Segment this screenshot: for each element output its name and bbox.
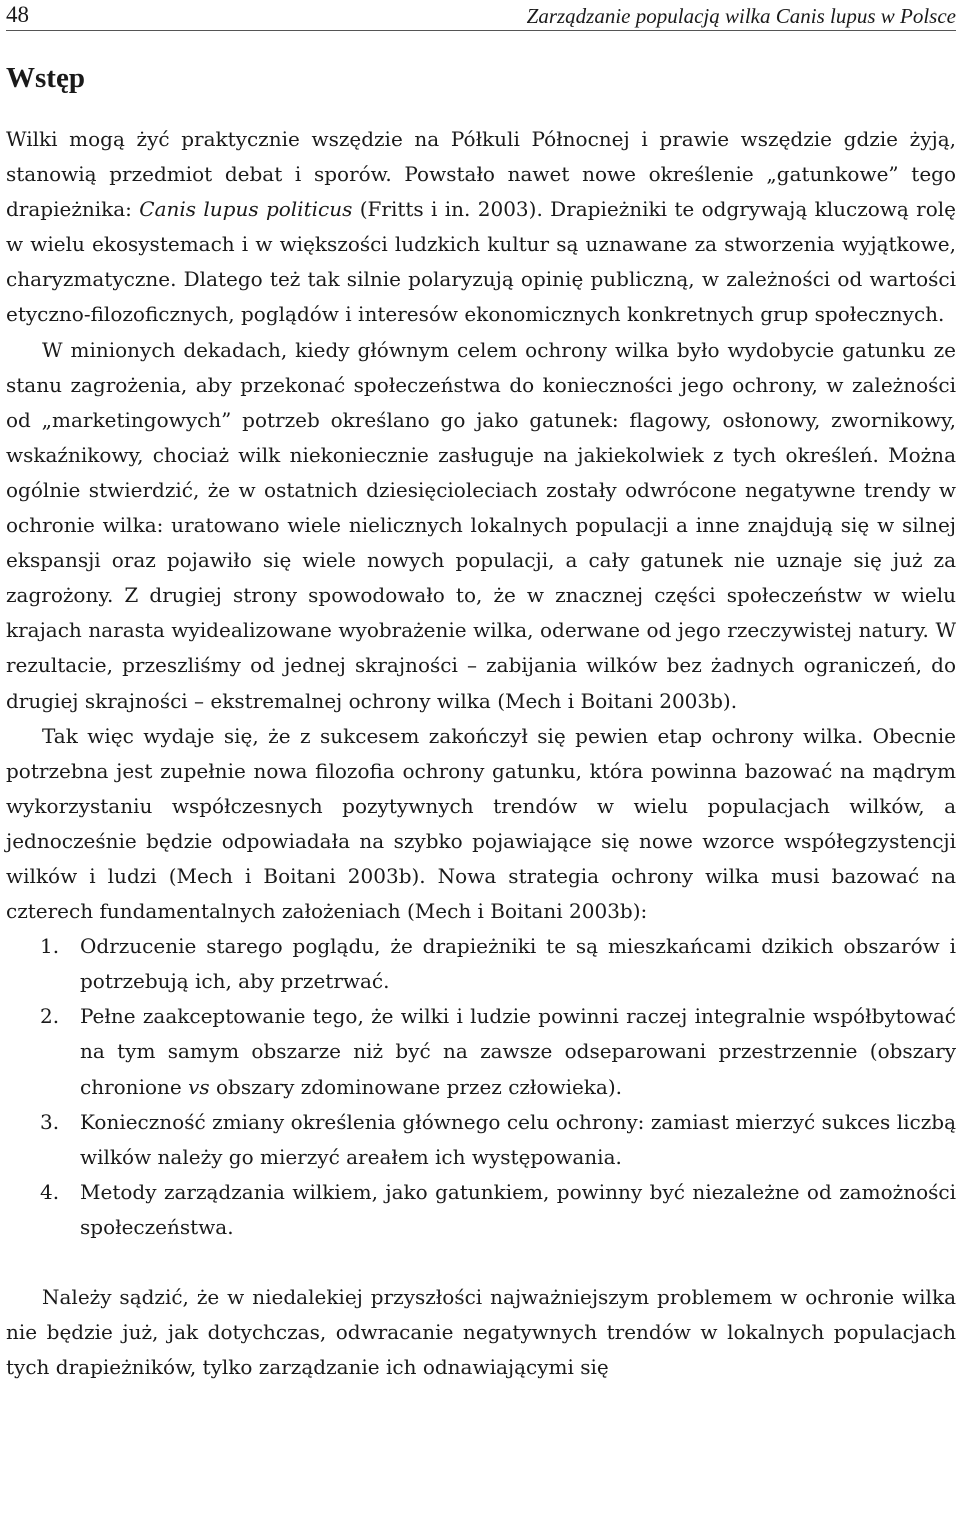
running-header [6,0,956,31]
page-number: 48 [6,2,29,27]
list-item-text: Metody zarządzania wilkiem, jako gatunkiem, powinny być niezależne od zamożności społeczeństwa. [80,1179,956,1239]
list-item-text: Odrzucenie starego poglądu, że drapieżniki te są mieszkańcami dzikich obszarów i potrzebują ich, aby przetrwać. [80,934,956,994]
section-title: Wstęp [6,62,85,94]
list-item-italic: vs [188,1074,210,1099]
list-item [40,1175,956,1245]
list-item-number: 3. [40,1109,60,1134]
paragraph-4: Należy sądzić, że w niedalekiej przyszłości najważniejszym problemem w ochronie wilka nie będzie już, jak dotychczas, odwracanie negatywnych trendów w lokalnych populacjach tych drapieżników, tylko zarządzanie ich odnawiającymi się [6,1285,956,1380]
paragraph-3: Tak więc wydaje się, że z sukcesem zakończył się pewien etap ochrony wilka. Obecnie potrzebna jest zupełnie nowa filozofia ochrony gatunku, która powinna bazować na mądrym wykorzystaniu współczesnych pozytywnych trendów w wielu populacjach wilków, a jednocześnie będzie odpowiadała na szybko pojawiające się nowe wzorce współegzystencji wilków i ludzi (Mech i Boitani 2003b). Nowa strategia ochrony wilka musi bazować na czterech fundamentalnych założeniach (Mech i Boitani 2003b): [6,723,956,924]
paragraph-1 [6,122,956,333]
running-title: Zarządzanie populacją wilka Canis lupus w Polsce [526,4,956,28]
list-item-text: Pełne zaakceptowanie tego, że wilki i ludzie powinni raczej integralnie współbytować na tym samym obszarze niż być na zawsze odseparowani przestrzennie (obszary chronione [80,1004,956,1099]
paragraph-1-part-a: Wilki mogą żyć praktycznie wszędzie na Półkuli Północnej i prawie wszędzie gdzie żyją, stanowią przedmiot debat i sporów. Powstało nawet nowe określenie „gatunkowe” tego drapieżnika: [6,127,956,222]
list-item-number: 1. [40,934,60,959]
spacer [6,1245,956,1280]
list-item-number: 2. [40,1004,60,1029]
body-text [6,122,956,1385]
paragraph-1-italic: Canis lupus politicus [139,197,353,222]
list-item-text: obszary zdominowane przez człowieka). [209,1074,623,1099]
list-item [40,1105,956,1175]
principles-list [6,929,956,1245]
list-item [40,929,956,999]
paragraph-1-part-b: (Fritts i in. 2003). Drapieżniki te odgrywają kluczową rolę w wielu ekosystemach i w większości ludzkich kultur są uznawane za stworzenia wyjątkowe, charyzmatyczne. Dlatego też tak silnie polaryzują opinię publiczną, w zależności od wartości etyczno-filozoficznych, poglądów i interesów ekonomicznych konkretnych grup społecznych. [6,197,957,327]
paragraph-2: W minionych dekadach, kiedy głównym celem ochrony wilka było wydobycie gatunku ze stanu zagrożenia, aby przekonać społeczeństwa do konieczności jego ochrony, w zależności od „marketingowych” potrzeb określano go jako gatunek: flagowy, osłonowy, zwornikowy, wskaźnikowy, chociaż wilk niekoniecznie zasługuje na jakiekolwiek z tych określeń. Można ogólnie stwierdzić, że w ostatnich dziesięcioleciach zostały odwrócone negatywne trendy w ochronie wilka: uratowano wiele nielicznych lokalnych populacji a inne znajdują się w silnej ekspansji oraz pojawiło się wiele nowych populacji, a cały gatunek nie uznaje się już za zagrożony. Z drugiej strony spowodowało to, że w znacznej części społeczeństw w wielu krajach narasta wyidealizowane wyobrażenie wilka, oderwane od jego rzeczywistej natury. W rezultacie, przeszliśmy od jednej skrajności – zabijania wilków bez żadnych ograniczeń, do drugiej skrajności – ekstremalnej ochrony wilka (Mech i Boitani 2003b). [6,337,956,713]
list-item-number: 4. [40,1179,60,1204]
list-item [40,999,956,1104]
list-item-text: Konieczność zmiany określenia głównego celu ochrony: zamiast mierzyć sukces liczbą wilków należy go mierzyć areałem ich występowania. [80,1109,956,1169]
